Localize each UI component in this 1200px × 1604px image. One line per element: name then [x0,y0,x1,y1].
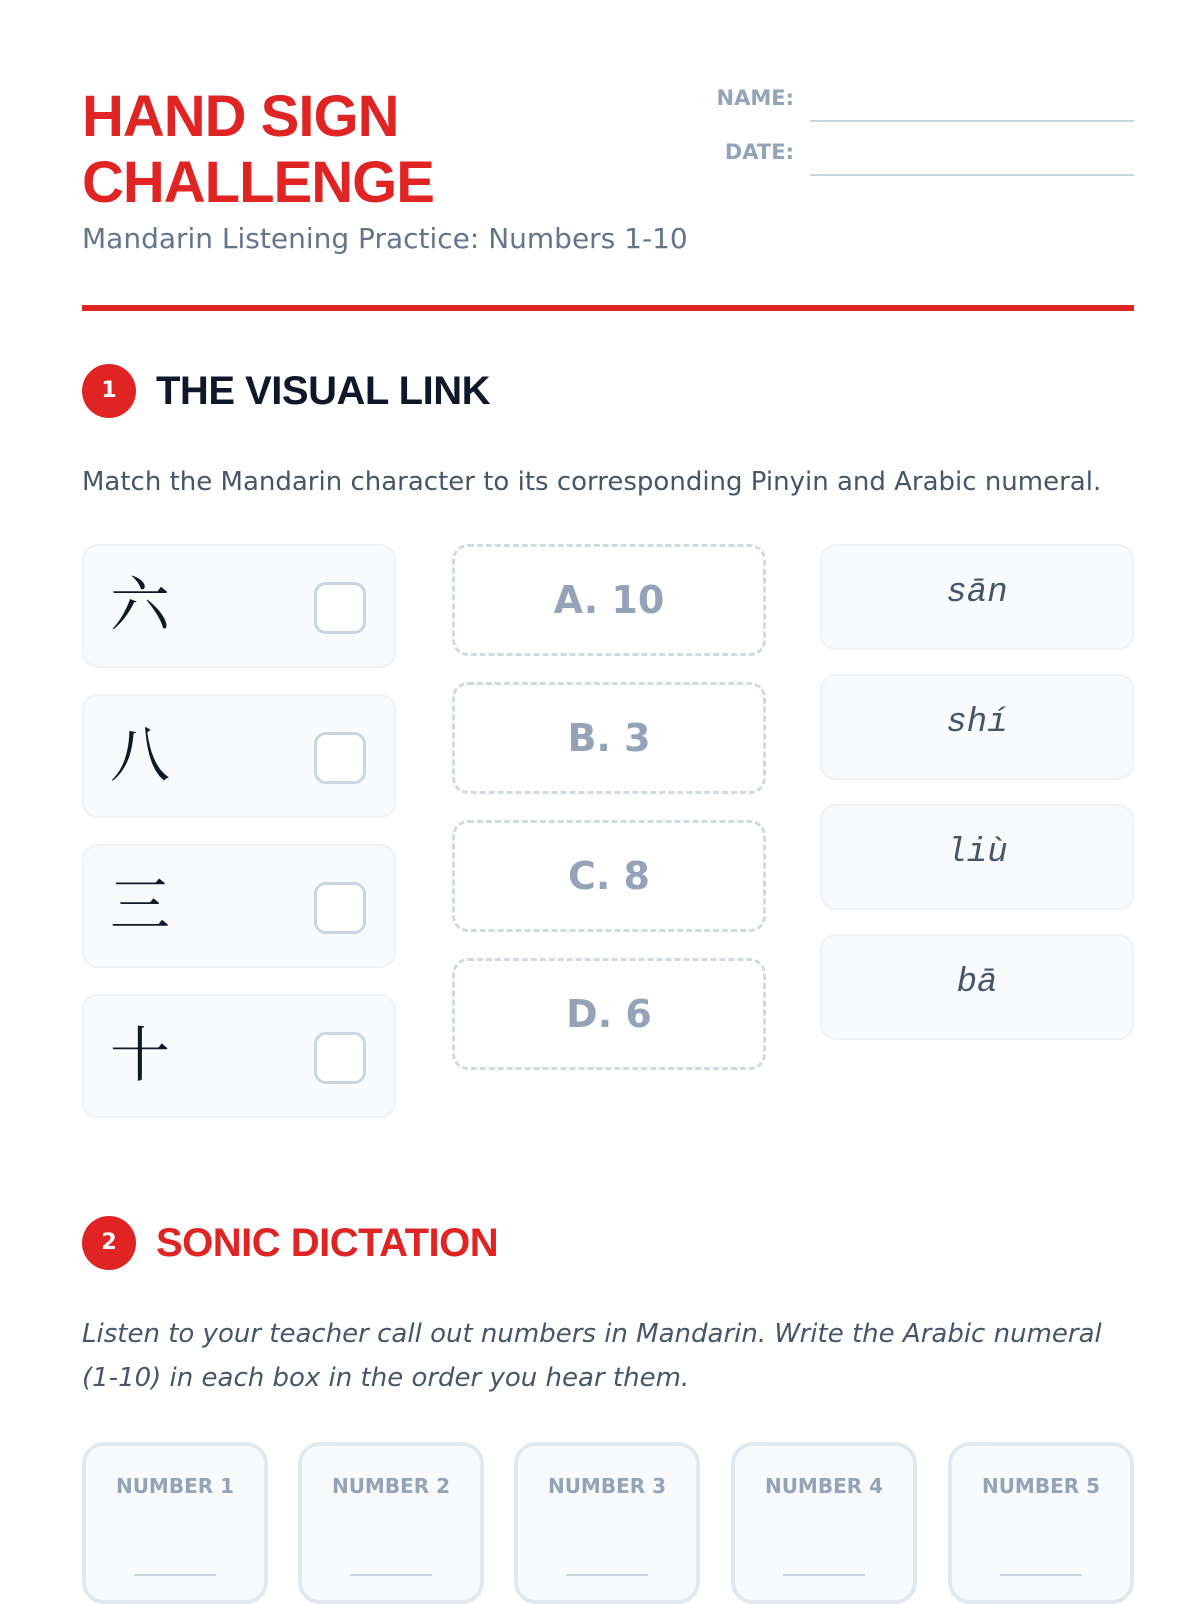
answer-checkbox[interactable] [314,882,366,934]
section-2-heading [82,1216,1134,1270]
dictation-box[interactable] [731,1442,917,1604]
character-card [82,694,396,818]
worksheet-page [82,0,1134,1600]
dictation-box[interactable] [298,1442,484,1604]
date-line[interactable] [810,174,1134,176]
pinyin-option[interactable]: sān [820,544,1134,650]
pinyin-option[interactable]: bā [820,934,1134,1040]
hanzi: 十 [110,1021,170,1091]
hanzi: 三 [110,871,170,941]
dictation-box[interactable] [514,1442,700,1604]
answer-checkbox[interactable] [314,1032,366,1084]
numeral-option[interactable]: C. 8 [452,820,766,932]
title-line-1: HAND SIGN [82,84,399,149]
date-label: DATE: [724,140,794,164]
character-card [82,844,396,968]
hanzi: 八 [110,721,170,791]
section-1-instruction: Match the Mandarin character to its corresponding Pinyin and Arabic numeral. [82,467,1102,497]
name-field[interactable] [692,84,1134,124]
answer-line[interactable] [134,1574,216,1576]
header-divider [82,305,1134,311]
answer-line[interactable] [350,1574,432,1576]
pinyin-option[interactable]: liù [820,804,1134,910]
character-card [82,544,396,668]
dictation-box-label: NUMBER 2 [331,1474,451,1498]
section-2-title: SONIC DICTATION [156,1221,499,1265]
answer-checkbox[interactable] [314,582,366,634]
hanzi: 六 [110,571,170,641]
name-label: NAME: [716,86,794,110]
dictation-row [82,1442,1134,1602]
dictation-box[interactable] [82,1442,268,1604]
dictation-box[interactable] [948,1442,1134,1604]
section-1-title: THE VISUAL LINK [156,369,491,413]
dictation-box-label: NUMBER 3 [547,1474,667,1498]
dictation-box-label: NUMBER 5 [981,1474,1101,1498]
character-card [82,994,396,1118]
answer-line[interactable] [783,1574,865,1576]
title-line-2: CHALLENGE [82,150,434,215]
section-2-instruction: Listen to your teacher call out numbers in Mandarin. Write the Arabic numeral (1-10) in each box in the order you hear them. [82,1319,1102,1393]
worksheet-title [82,84,434,216]
section-1-badge: 1 [82,364,136,418]
worksheet-subtitle: Mandarin Listening Practice: Numbers 1-10 [82,222,688,255]
pinyin-option[interactable]: shí [820,674,1134,780]
answer-line[interactable] [566,1574,648,1576]
dictation-box-label: NUMBER 4 [764,1474,884,1498]
answer-checkbox[interactable] [314,732,366,784]
dictation-box-label: NUMBER 1 [115,1474,235,1498]
section-1-heading [82,364,1134,418]
numeral-option[interactable]: B. 3 [452,682,766,794]
date-field[interactable] [692,138,1134,178]
name-line[interactable] [810,120,1134,122]
answer-line[interactable] [1000,1574,1082,1576]
section-2-badge: 2 [82,1216,136,1270]
numeral-option[interactable]: D. 6 [452,958,766,1070]
numeral-option[interactable]: A. 10 [452,544,766,656]
